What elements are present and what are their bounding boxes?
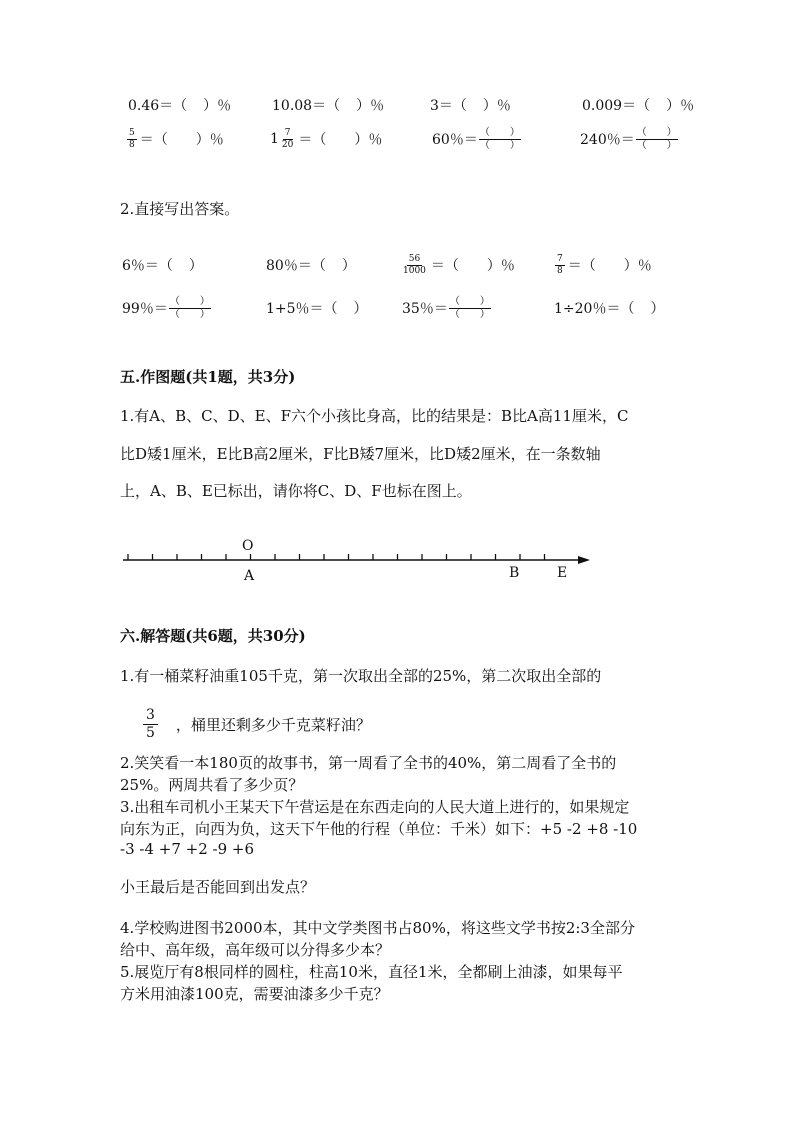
question-text-line: 1.有A、B、C、D、E、F六个小孩比身高，比的结果是：B比A高11厘米，C (120, 407, 629, 425)
item-text: 0.009＝（ (582, 98, 651, 114)
conversion-item (128, 92, 231, 118)
answer-item (122, 252, 203, 278)
question-text-line: 比D矮1厘米，E比B高2厘米，F比B矮7厘米，比D矮2厘米，在一条数轴 (120, 445, 601, 463)
question-text: ，桶里还剩多少千克菜籽油？ (175, 716, 371, 735)
question-text-line: 向东为正，向西为负，这天下午他的行程（单位：千米）如下：+5 -2 +8 -10 (120, 820, 638, 838)
blank-denominator: （ ） (169, 308, 210, 320)
item-text: ＝（ ）％ (139, 132, 224, 148)
question-text-line: -3 -4 +7 +2 -9 +6 (120, 840, 255, 858)
item-text: 0.46＝（ (128, 98, 188, 114)
point-label-e: E (557, 565, 568, 581)
blank-fraction (449, 297, 491, 320)
blank-numerator: （ ） (479, 126, 520, 138)
item-text: ＝（ ）％ (567, 258, 652, 274)
question-fraction-line (143, 708, 371, 742)
blank-fraction (636, 128, 678, 151)
conversion-row-1 (0, 92, 794, 118)
item-text: 10.08＝（ (272, 98, 341, 114)
item-text: ）％ (356, 98, 385, 114)
number-line (0, 530, 794, 590)
fraction-numerator: 5 (129, 127, 135, 138)
fraction-numerator: 7 (284, 127, 291, 138)
item-text: 1+5％＝（ (266, 301, 338, 317)
item-text: ） (353, 301, 368, 317)
conversion-item (430, 92, 511, 118)
fraction-denominator: 5 (146, 725, 155, 742)
answer-item (402, 295, 491, 321)
fraction-numerator: 7 (557, 253, 563, 264)
question-text-line: 给中、高年级，高年级可以分得多少本？ (120, 941, 391, 959)
blank-denominator: （ ） (636, 139, 677, 151)
fraction (401, 255, 428, 276)
blank-fraction (169, 297, 211, 320)
conversion-item (580, 126, 678, 152)
question-text-line: 上，A、B、E已标出，请你将C、D、F也标在图上。 (120, 482, 472, 500)
section-heading: 六.解答题(共6题，共30分) (120, 627, 306, 645)
item-text: ） (188, 258, 203, 274)
question-text-line: 2.笑笑看一本180页的故事书，第一周看了全书的40%，第二周看了全书的 (120, 754, 617, 772)
blank-numerator: （ ） (169, 295, 210, 307)
question-title: 2.直接写出答案。 (120, 200, 240, 218)
blank-denominator: （ ） (449, 308, 490, 320)
question-text-line: 4.学校购进图书2000本，其中文学类图书占80%，将这些文学书按2:3全部分 (120, 919, 635, 937)
conversion-item (432, 126, 521, 152)
fraction (555, 255, 565, 276)
origin-label: O (242, 538, 254, 554)
fraction-numerator: 3 (143, 708, 158, 725)
section-heading: 五.作图题(共1题，共3分) (120, 368, 296, 386)
answer-item (266, 295, 368, 321)
answer-item (554, 295, 664, 321)
conversion-item (272, 92, 384, 118)
question-text-line: 1.有一桶菜籽油重105千克，第一次取出全部的25%，第二次取出全部的 (120, 667, 602, 685)
fraction-denominator: 8 (129, 139, 135, 150)
number-line-ticks (128, 554, 545, 560)
conversion-item (126, 126, 224, 152)
arrow-head-icon (578, 556, 590, 564)
blank-numerator: （ ） (449, 295, 490, 307)
blank-numerator: （ ） (636, 126, 677, 138)
blank-fraction (479, 128, 521, 151)
fraction (143, 708, 158, 742)
answer-item (400, 252, 515, 278)
fraction-numerator: 56 (408, 253, 421, 264)
item-text: 240％＝ (580, 132, 635, 148)
answer-row-1 (0, 252, 794, 278)
point-label-b: B (509, 565, 520, 581)
item-text: 1÷20％＝（ (554, 301, 635, 317)
answer-item (122, 295, 211, 321)
fraction-denominator: 1000 (403, 265, 426, 276)
answer-row-2 (0, 295, 794, 321)
blank-denominator: （ ） (479, 139, 520, 151)
item-text: ）％ (666, 98, 695, 114)
point-label-a: A (244, 568, 255, 584)
question-text-line: 3.出租车司机小王某天下午营运是在东西走向的人民大道上进行的，如果规定 (120, 798, 630, 816)
answer-item (266, 252, 356, 278)
question-text-line: 5.展览厅有8根同样的圆柱，柱高10米，直径1米，全都刷上油漆，如果每平 (120, 963, 623, 981)
answer-item (554, 252, 652, 278)
item-text: 3＝（ (430, 98, 467, 114)
fraction (127, 129, 137, 150)
item-text: 99％＝ (122, 301, 168, 317)
item-text: ＝（ ）％ (298, 132, 383, 148)
fraction-denominator: 20 (281, 139, 294, 150)
fraction-denominator: 8 (557, 265, 563, 276)
item-text: ）％ (482, 98, 511, 114)
fraction (280, 129, 295, 150)
question-text-line: 小王最后是否能回到出发点？ (120, 878, 316, 896)
question-text-line: 方米用油漆100克，需要油漆多少千克？ (120, 985, 389, 1003)
item-text: ）％ (203, 98, 232, 114)
conversion-row-2 (0, 126, 794, 152)
item-text: ＝（ ）％ (430, 258, 515, 274)
whole-number: 1 (270, 131, 279, 147)
item-text: 35％＝ (402, 301, 448, 317)
question-text-line: 25%。两周共看了多少页？ (120, 776, 304, 794)
item-text: 60％＝ (432, 132, 478, 148)
conversion-item (270, 126, 382, 152)
item-text: 6％＝（ (122, 258, 173, 274)
conversion-item (582, 92, 694, 118)
item-text: ） (341, 258, 356, 274)
item-text: 80％＝（ (266, 258, 326, 274)
item-text: ） (650, 301, 665, 317)
